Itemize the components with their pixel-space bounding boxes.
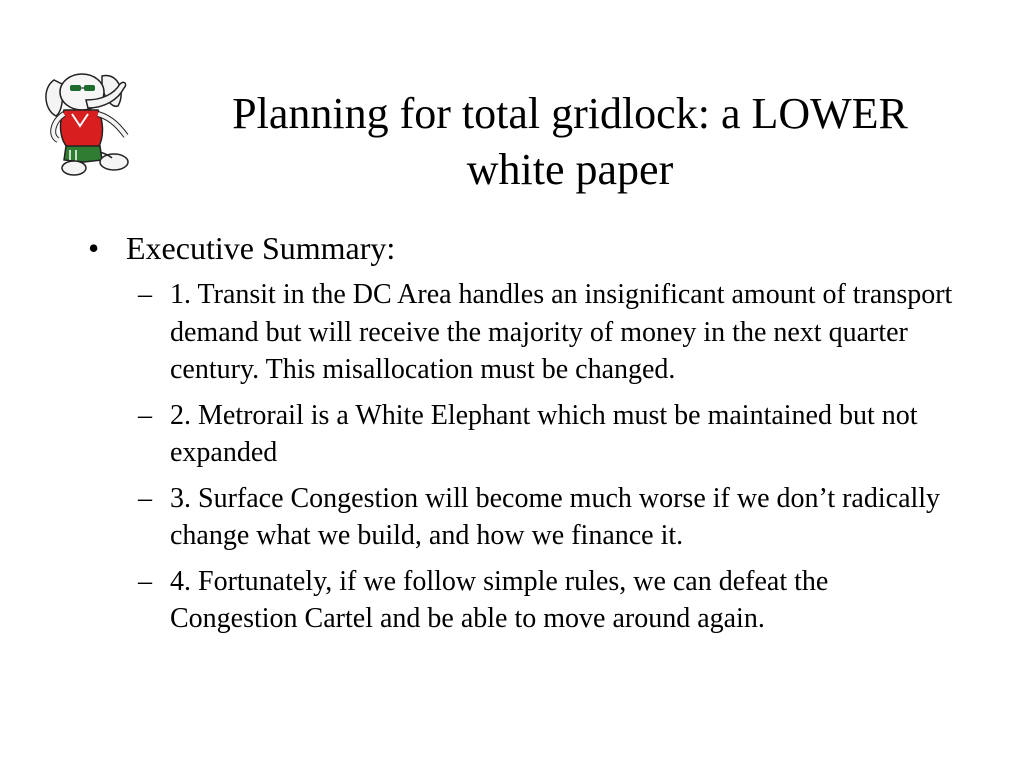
dash-icon: – [138,565,152,597]
summary-points-list [88,276,988,638]
title-line-1: Planning for total gridlock: a LOWER [232,89,908,138]
dash-icon: – [138,279,152,310]
summary-point-text: 4. Fortunately, if we follow simple rules, we can defeat the Congestion Cartel and be able to move around again. [170,565,829,634]
elephant-mascot-icon [40,66,152,178]
dash-icon: – [138,399,152,431]
slide-body [88,226,988,646]
summary-point-text: 2. Metrorail is a White Elephant which must be maintained but not expanded [170,399,918,468]
dash-icon: – [138,482,152,514]
summary-point-text: 3. Surface Congestion will become much worse if we don’t radically change what we build, and how we finance it. [170,482,941,551]
executive-summary-item [88,226,988,270]
summary-point-text: 1. Transit in the DC Area handles an insignificant amount of transport demand but will receive the majority of money in the next quarter century. This misallocation must be changed. [170,279,953,385]
summary-point [88,276,960,389]
summary-point [88,397,960,472]
executive-summary-heading: Executive Summary: [126,230,396,266]
bullet-icon: • [88,230,100,266]
summary-point [88,480,960,555]
slide-title [160,86,980,198]
title-line-2: white paper [466,145,674,194]
summary-point [88,563,960,638]
